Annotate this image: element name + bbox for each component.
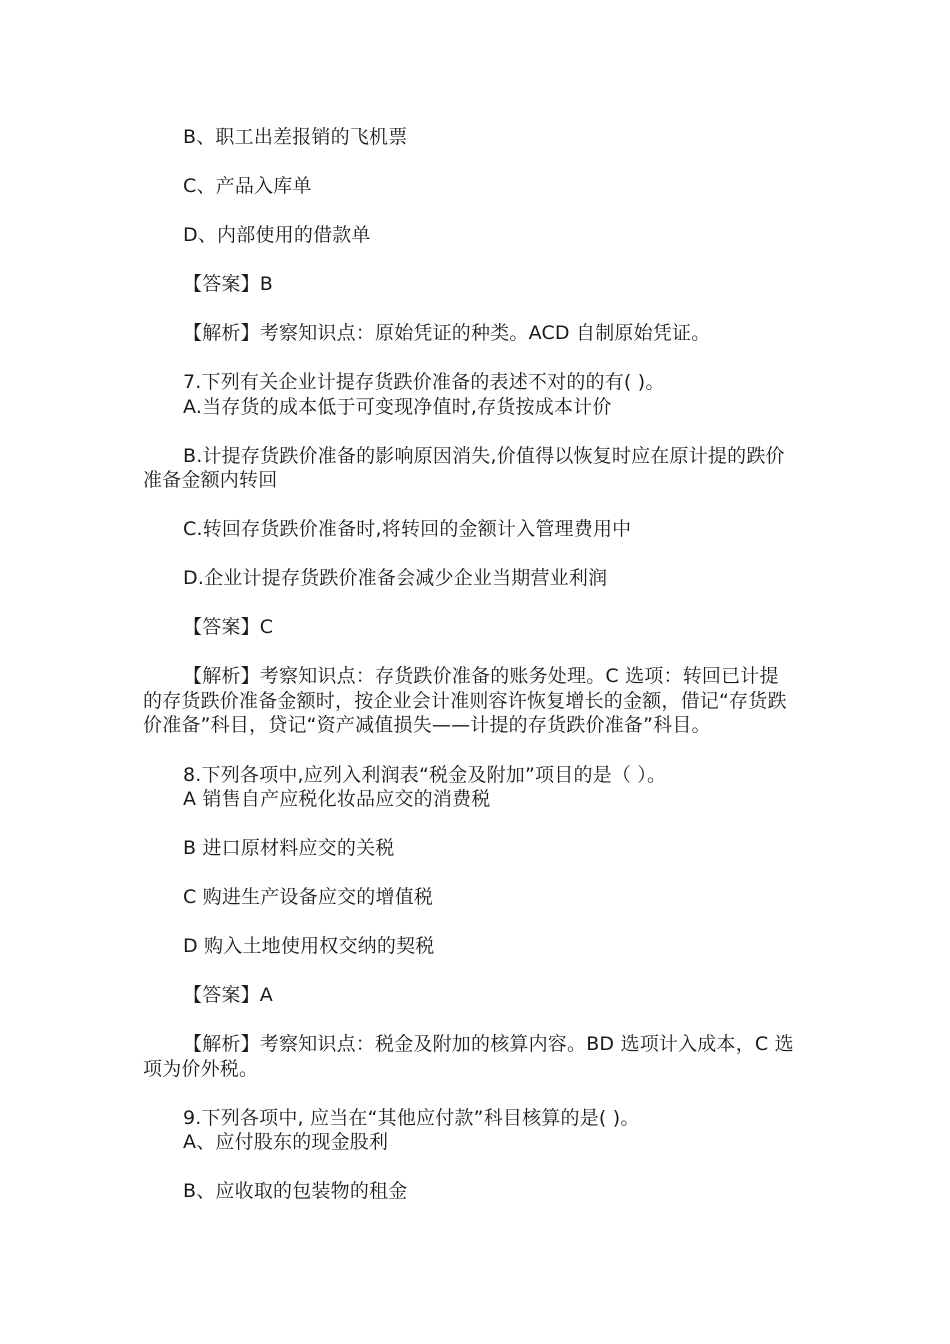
q7-answer: 【答案】C <box>183 616 274 638</box>
q7-analysis-line2: 的存货跌价准备金额时，按企业会计准则容许恢复增长的金额，借记“存货跌 <box>143 690 787 712</box>
q6-answer: 【答案】B <box>183 273 274 295</box>
q8-answer: 【答案】A <box>183 984 273 1006</box>
q9-option-a: A、应付股东的现金股利 <box>183 1131 389 1153</box>
q6-option-b: B、职工出差报销的飞机票 <box>183 126 408 148</box>
q7-option-c: C.转回存货跌价准备时,将转回的金额计入管理费用中 <box>183 518 632 540</box>
q7-question: 7.下列有关企业计提存货跌价准备的表述不对的的有( )。 <box>183 371 665 393</box>
q8-analysis-line1: 【解析】考察知识点：税金及附加的核算内容。BD 选项计入成本，C 选 <box>183 1033 794 1055</box>
q8-question: 8.下列各项中,应列入利润表“税金及附加”项目的是（ ）。 <box>183 764 667 786</box>
q8-analysis-line2: 项为价外税。 <box>143 1058 259 1080</box>
q9-question: 9.下列各项中, 应当在“其他应付款”科目核算的是( )。 <box>183 1107 640 1129</box>
q8-option-d: D 购入土地使用权交纳的契税 <box>183 935 435 957</box>
q7-option-b-line2: 准备金额内转回 <box>143 469 278 491</box>
q9-option-b: B、应收取的包装物的租金 <box>183 1180 408 1202</box>
q7-analysis-line1: 【解析】考察知识点：存货跌价准备的账务处理。C 选项：转回已计提 <box>183 665 779 687</box>
q8-option-a: A 销售自产应税化妆品应交的消费税 <box>183 788 491 810</box>
q6-analysis: 【解析】考察知识点：原始凭证的种类。ACD 自制原始凭证。 <box>183 322 711 344</box>
q8-option-c: C 购进生产设备应交的增值税 <box>183 886 434 908</box>
q7-option-b-line1: B.计提存货跌价准备的影响原因消失,价值得以恢复时应在原计提的跌价 <box>183 445 785 467</box>
q6-option-d: D、内部使用的借款单 <box>183 224 371 246</box>
q8-option-b: B 进口原材料应交的关税 <box>183 837 395 859</box>
q7-option-d: D.企业计提存货跌价准备会减少企业当期营业利润 <box>183 567 608 589</box>
q7-option-a: A.当存货的成本低于可变现净值时,存货按成本计价 <box>183 396 612 418</box>
q7-analysis-line3: 价准备”科目，贷记“资产减值损失——计提的存货跌价准备”科目。 <box>143 714 711 736</box>
q6-option-c: C、产品入库单 <box>183 175 312 197</box>
